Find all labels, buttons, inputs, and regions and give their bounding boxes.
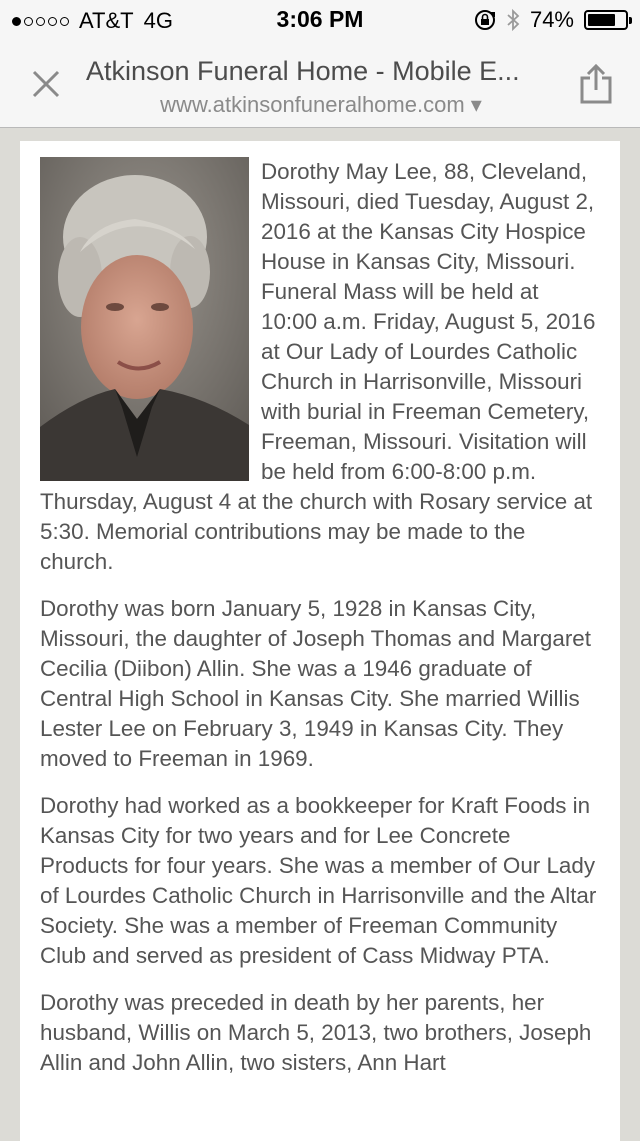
share-icon[interactable] [576,62,616,106]
rotation-lock-icon [474,9,496,31]
article-content [20,141,620,1141]
page-title[interactable]: Atkinson Funeral Home - Mobile E... [86,56,520,86]
status-time: 3:06 PM [276,6,364,32]
url-display[interactable] [86,92,556,118]
article-paragraph: Dorothy had worked as a bookkeeper for Kraft Foods in Kansas City for two years and for Lee Concrete Products for four years. She was a member of Our Lady of Lourdes Catholic Church in Harrisonville and the Altar Society. She was a member of Freeman Community Club and served as president of Cass Midway PTA. [40,793,597,968]
bluetooth-icon [506,8,520,32]
carrier-name: AT&T [79,8,134,33]
browser-header [0,40,640,128]
battery-percent: 74% [529,7,574,32]
battery-icon [584,10,628,30]
article-paragraph: Dorothy May Lee, 88, Cleveland, Missouri, died Tuesday, August 2, 2016 at the Kansas City Hospice House in Kansas City, Missouri. Funeral Mass will be held at 10:00 a.m. Friday, August 5, 2016 at Our Lady of Lourdes Catholic Church in Harrisonville, Missouri with burial in Freeman Cemetery, Freeman, Missouri. Visitation will be held from 6:00-8:00 p.m. Thursday, August 4 at the church with Rosary service at 5:30. Memorial contributions may be made to the church. [40,159,596,574]
chevron-down-icon: ▾ [470,92,482,117]
url-text: www.atkinsonfuneralhome.com [160,92,465,117]
article-paragraph: Dorothy was preceded in death by her parents, her husband, Willis on March 5, 2013, two brothers, Joseph Allin and John Allin, two sisters, Ann Hart [40,990,592,1075]
battery-level [588,14,615,26]
close-icon[interactable] [26,64,66,104]
article-paragraph: Dorothy was born January 5, 1928 in Kansas City, Missouri, the daughter of Joseph Thomas and Margaret Cecilia (Diibon) Allin. She was a 1946 graduate of Central High School in Kansas City. She married Willis Lester Lee on February 3, 1949 in Kansas City. They moved to Freeman in 1969. [40,596,591,771]
status-bar [0,0,640,40]
network-type: 4G [143,8,173,33]
portrait-photo [40,157,249,481]
status-right [474,7,628,33]
